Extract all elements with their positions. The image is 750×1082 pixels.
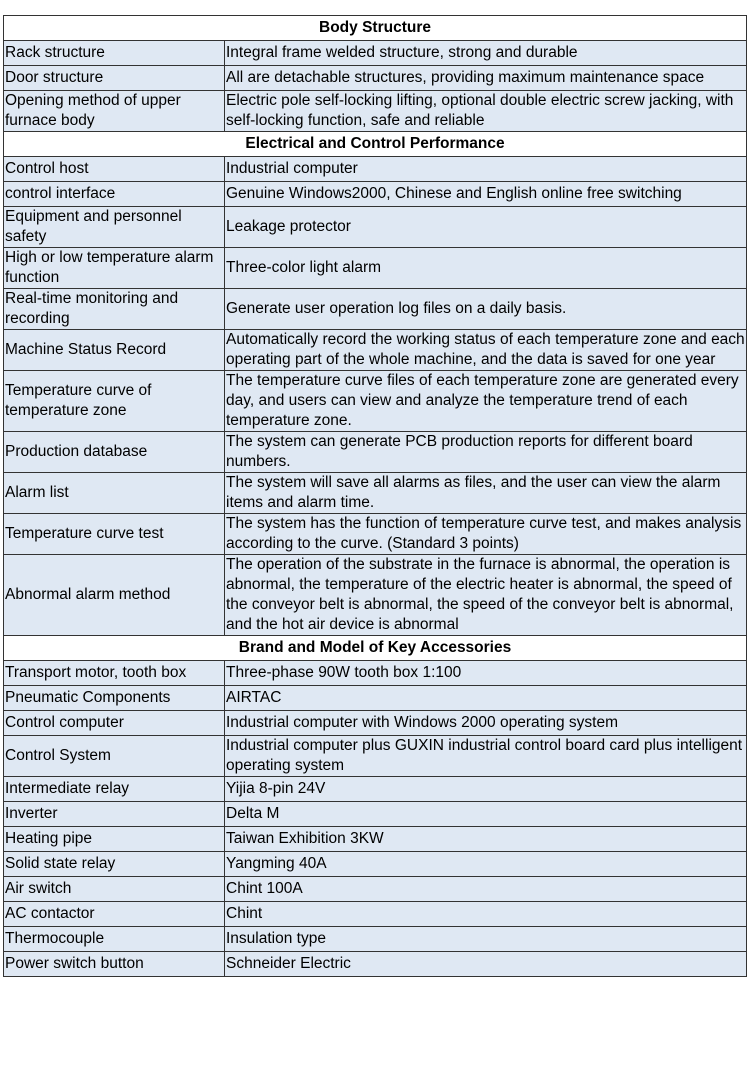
spec-value: All are detachable structures, providing maximum maintenance space [225, 66, 747, 91]
spec-value: Chint [225, 902, 747, 927]
table-row [4, 473, 747, 514]
spec-value: Genuine Windows2000, Chinese and English online free switching [225, 182, 747, 207]
spec-label: Pneumatic Components [4, 686, 225, 711]
spec-value: AIRTAC [225, 686, 747, 711]
spec-label: Thermocouple [4, 927, 225, 952]
table-row [4, 927, 747, 952]
spec-label: Door structure [4, 66, 225, 91]
table-row [4, 41, 747, 66]
spec-value: Automatically record the working status of each temperature zone and each operating part of the whole machine, and the data is saved for one year [225, 330, 747, 371]
table-row [4, 777, 747, 802]
spec-value: Three-color light alarm [225, 248, 747, 289]
spec-label: Control System [4, 736, 225, 777]
table-row [4, 182, 747, 207]
table-row [4, 902, 747, 927]
spec-value: The system has the function of temperature curve test, and makes analysis according to the curve. (Standard 3 points) [225, 514, 747, 555]
table-row [4, 91, 747, 132]
spec-value: The system can generate PCB production reports for different board numbers. [225, 432, 747, 473]
spec-label: Rack structure [4, 41, 225, 66]
spec-value: Leakage protector [225, 207, 747, 248]
spec-table [3, 15, 747, 977]
table-row [4, 66, 747, 91]
spec-value: The operation of the substrate in the furnace is abnormal, the operation is abnormal, the temperature of the electric heater is abnormal, the speed of the conveyor belt is abnormal, the speed of the conveyor belt is abnormal, and the hot air device is abnormal [225, 555, 747, 636]
table-row [4, 555, 747, 636]
spec-label: AC contactor [4, 902, 225, 927]
spec-label: Transport motor, tooth box [4, 661, 225, 686]
spec-label: Intermediate relay [4, 777, 225, 802]
table-row [4, 952, 747, 977]
spec-label: control interface [4, 182, 225, 207]
spec-value: Industrial computer with Windows 2000 operating system [225, 711, 747, 736]
section-header [4, 636, 747, 661]
spec-value: Three-phase 90W tooth box 1:100 [225, 661, 747, 686]
table-row [4, 686, 747, 711]
spec-value: The temperature curve files of each temperature zone are generated every day, and users can view and analyze the temperature trend of each temperature zone. [225, 371, 747, 432]
spec-label: Air switch [4, 877, 225, 902]
table-row [4, 330, 747, 371]
table-row [4, 371, 747, 432]
spec-label: Temperature curve of temperature zone [4, 371, 225, 432]
table-row [4, 827, 747, 852]
table-row [4, 852, 747, 877]
spec-label: Abnormal alarm method [4, 555, 225, 636]
spec-label: Production database [4, 432, 225, 473]
table-row [4, 802, 747, 827]
spec-value: Generate user operation log files on a daily basis. [225, 289, 747, 330]
spec-label: Real-time monitoring and recording [4, 289, 225, 330]
spec-label: Inverter [4, 802, 225, 827]
table-row [4, 432, 747, 473]
spec-value: Industrial computer plus GUXIN industrial control board card plus intelligent operating system [225, 736, 747, 777]
section-title: Brand and Model of Key Accessories [4, 636, 747, 661]
table-row [4, 736, 747, 777]
spec-label: Heating pipe [4, 827, 225, 852]
spec-label: Temperature curve test [4, 514, 225, 555]
section-title: Electrical and Control Performance [4, 132, 747, 157]
spec-value: Schneider Electric [225, 952, 747, 977]
spec-label: Machine Status Record [4, 330, 225, 371]
spec-value: Chint 100A [225, 877, 747, 902]
spec-value: Yijia 8-pin 24V [225, 777, 747, 802]
table-row [4, 157, 747, 182]
spec-label: Alarm list [4, 473, 225, 514]
spec-label: High or low temperature alarm function [4, 248, 225, 289]
spec-value: The system will save all alarms as files, and the user can view the alarm items and alarm time. [225, 473, 747, 514]
spec-value: Taiwan Exhibition 3KW [225, 827, 747, 852]
spec-table-body [4, 16, 747, 977]
spec-label: Power switch button [4, 952, 225, 977]
table-row [4, 514, 747, 555]
spec-value: Yangming 40A [225, 852, 747, 877]
spec-value: Insulation type [225, 927, 747, 952]
spec-value: Industrial computer [225, 157, 747, 182]
spec-value: Delta M [225, 802, 747, 827]
spec-value: Electric pole self-locking lifting, optional double electric screw jacking, with self-locking function, safe and reliable [225, 91, 747, 132]
table-row [4, 661, 747, 686]
table-row [4, 711, 747, 736]
spec-label: Control host [4, 157, 225, 182]
table-row [4, 207, 747, 248]
table-row [4, 877, 747, 902]
spec-label: Equipment and personnel safety [4, 207, 225, 248]
section-header [4, 132, 747, 157]
section-header [4, 16, 747, 41]
section-title: Body Structure [4, 16, 747, 41]
table-row [4, 289, 747, 330]
table-row [4, 248, 747, 289]
spec-label: Solid state relay [4, 852, 225, 877]
spec-value: Integral frame welded structure, strong and durable [225, 41, 747, 66]
spec-label: Opening method of upper furnace body [4, 91, 225, 132]
spec-label: Control computer [4, 711, 225, 736]
